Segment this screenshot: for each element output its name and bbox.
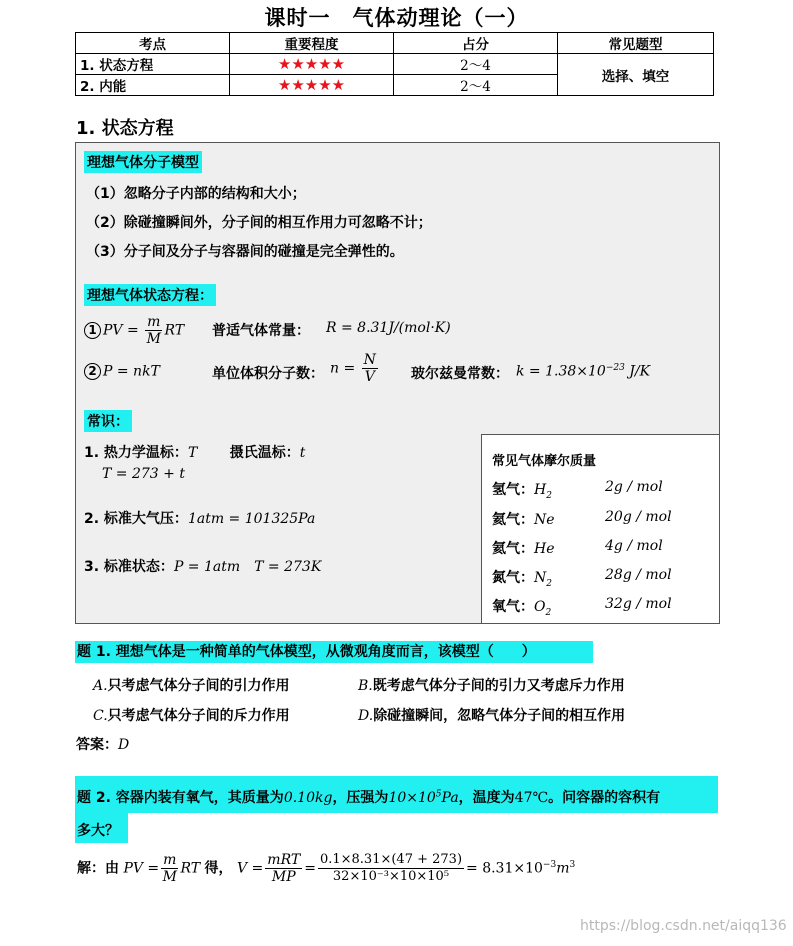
option-d <box>358 705 625 725</box>
eq-text: P = nkT <box>103 363 160 380</box>
table-row <box>76 54 714 75</box>
molar-row <box>492 567 552 589</box>
question-2-stem-cont: 多大？ <box>77 823 119 839</box>
gas-symbol: O <box>534 599 546 615</box>
solution-label: 解：由 <box>77 860 119 877</box>
stem-text: ，压强为 <box>332 790 389 806</box>
denominator: M <box>162 869 177 885</box>
denominator: M <box>146 331 161 347</box>
stem-text: ，温度为 <box>458 790 515 806</box>
importance-stars: ★★★★★ <box>230 75 394 96</box>
answer-value: D <box>118 737 130 753</box>
n-label: 单位体积分子数： <box>212 366 324 382</box>
item-label: 2. 标准大气压： <box>84 511 188 527</box>
state-equation-heading: 理想气体状态方程： <box>84 284 216 306</box>
pressure-mantissa: 10×10 <box>388 790 436 806</box>
option-letter: C. <box>93 708 108 724</box>
molar-value: 2g / mol <box>605 479 663 495</box>
item-value: P = 1atm T = 273K <box>173 559 322 575</box>
molar-value: 4g / mol <box>605 538 663 554</box>
column-header: 考点 <box>76 33 230 54</box>
option-letter: D. <box>358 708 374 724</box>
n-formula <box>330 352 380 385</box>
gas-subscript: 2 <box>546 578 552 589</box>
gas-subscript: 2 <box>546 490 552 501</box>
item-label: 1. 热力学温标： <box>84 445 188 461</box>
column-header: 重要程度 <box>230 33 394 54</box>
gas-name: 氢气： <box>492 482 534 498</box>
item-label: 摄氏温标： <box>229 445 300 461</box>
temperature-relation: T = 273 + t <box>102 466 185 482</box>
option-letter: A. <box>93 678 108 694</box>
eq-lhs: PV = <box>123 860 160 877</box>
result-unit-exponent: 3 <box>569 859 576 870</box>
numerator: m <box>163 852 177 868</box>
eq-lhs: PV = <box>103 322 139 339</box>
denominator: MP <box>271 869 296 885</box>
r-value: R = 8.31J/(mol·K) <box>326 320 451 336</box>
numerator: 0.1×8.31×(47 + 273) <box>319 852 463 867</box>
result-exponent: −3 <box>542 859 557 870</box>
common-heading: 常识： <box>84 410 132 432</box>
molar-value: 32g / mol <box>605 596 672 612</box>
fraction <box>145 314 162 347</box>
model-item: （2）除碰撞瞬间外，分子间的相互作用力可忽略不计； <box>86 215 432 231</box>
topic-table <box>75 32 714 96</box>
v-lhs: V = <box>237 860 264 877</box>
item-symbol: t <box>299 445 306 461</box>
numerator: N <box>363 352 376 368</box>
column-header: 常见题型 <box>558 33 714 54</box>
k-value <box>516 363 650 380</box>
denominator: V <box>364 369 375 385</box>
question-2-stem <box>77 787 660 807</box>
stem-text: 。问容器的容积有 <box>548 790 661 806</box>
common-item-3 <box>84 556 321 576</box>
pressure-exponent: 5 <box>435 789 442 800</box>
mass-value: 0.10kg <box>283 790 333 806</box>
model-item: （1）忽略分子内部的结构和大小； <box>86 186 306 202</box>
gas-symbol: N <box>534 570 547 586</box>
item-symbol: T <box>187 445 198 461</box>
option-a <box>93 675 290 695</box>
answer-label: 答案： <box>76 737 118 753</box>
eq-rhs: RT <box>164 322 185 339</box>
importance-stars: ★★★★★ <box>230 54 394 75</box>
gas-symbol: He <box>534 541 555 557</box>
pressure-unit: Pa <box>441 790 459 806</box>
result-mantissa: = 8.31×10 <box>466 860 543 877</box>
molar-value: 28g / mol <box>605 567 672 583</box>
molar-row <box>492 538 555 560</box>
stem-text: 题 2. 容器内装有氧气，其质量为 <box>77 790 284 806</box>
fraction <box>362 352 378 385</box>
fraction <box>265 852 302 885</box>
molar-row <box>492 509 555 531</box>
gas-symbol: Ne <box>534 512 555 528</box>
k-exponent: −23 <box>605 363 625 373</box>
gas-name: 氦气： <box>492 541 534 557</box>
gas-symbol: H <box>534 482 547 498</box>
gas-name: 氧气： <box>492 599 534 615</box>
k-unit: J/K <box>624 363 651 380</box>
molar-heading: 常见气体摩尔质量 <box>492 454 597 469</box>
option-b <box>358 675 625 695</box>
denominator: 32×10⁻³×10×10⁵ <box>332 869 450 884</box>
equation-2 <box>84 363 160 380</box>
r-label: 普适气体常量： <box>212 323 310 339</box>
molar-row <box>492 479 552 501</box>
option-c <box>93 705 290 725</box>
solution-line: 解：由 PV = $\frac{m}{M}$ RT 得， V = $\frac{\text{mRT}}{MP}$ = $\frac{0.1\times 8.31\times(47 + 273)}{\text{32×10⁻³×10×10⁵}}$ = $8.31\times 10^{-3}m^3$ <box>77 852 576 885</box>
numerator: mRT <box>267 852 301 868</box>
numerator: m <box>147 314 161 330</box>
eq-lhs: n = <box>330 360 356 377</box>
score-cell: 2～4 <box>394 54 558 75</box>
gas-name: 氦气： <box>492 512 534 528</box>
eq-rhs: RT <box>180 860 201 877</box>
pressure-value <box>388 790 458 806</box>
question-1-stem: 题 1. 理想气体是一种简单的气体模型，从微观角度而言，该模型（ ） <box>75 641 593 663</box>
model-item: （3）分子间及分子与容器间的碰撞是完全弹性的。 <box>86 244 404 260</box>
temperature-value: 47℃ <box>514 790 549 806</box>
page-title: 课时一 气体动理论（一） <box>264 6 529 30</box>
watermark: https://blog.csdn.net/aiqq136 <box>580 918 787 934</box>
gas-subscript: 2 <box>545 607 552 618</box>
option-text: 只考虑气体分子间的引力作用 <box>107 678 290 694</box>
topic-cell: 1. 状态方程 <box>76 54 230 75</box>
gas-name: 氮气： <box>492 570 534 586</box>
fraction <box>318 852 464 885</box>
option-text: 只考虑气体分子间的斥力作用 <box>107 708 290 724</box>
option-text: 除碰撞瞬间，忽略气体分子间的相互作用 <box>373 708 626 724</box>
model-heading: 理想气体分子模型 <box>84 151 202 173</box>
common-item-2 <box>84 508 315 528</box>
result-unit: m <box>556 860 570 877</box>
option-letter: B. <box>358 678 373 694</box>
k-label: 玻尔兹曼常数： <box>411 366 509 382</box>
answer-line <box>76 734 129 754</box>
score-cell: 2～4 <box>394 75 558 96</box>
option-text: 既考虑气体分子间的引力又考虑斥力作用 <box>372 678 625 694</box>
topic-cell: 2. 内能 <box>76 75 230 96</box>
circled-number: 1 <box>84 322 101 339</box>
item-value: 1atm = 101325Pa <box>187 511 316 527</box>
molar-row <box>492 596 551 618</box>
equation-1 <box>84 314 184 347</box>
question-types-cell: 选择、填空 <box>558 54 714 96</box>
table-header-row <box>76 33 714 54</box>
column-header: 占分 <box>394 33 558 54</box>
k-mantissa: k = 1.38×10 <box>516 363 606 380</box>
section-heading: 1. 状态方程 <box>76 118 174 139</box>
circled-number: 2 <box>84 363 101 380</box>
solution-connector: 得， <box>204 860 233 877</box>
fraction <box>161 852 178 885</box>
common-item-1 <box>84 442 305 462</box>
item-label: 3. 标准状态： <box>84 559 174 575</box>
molar-value: 20g / mol <box>605 509 672 525</box>
